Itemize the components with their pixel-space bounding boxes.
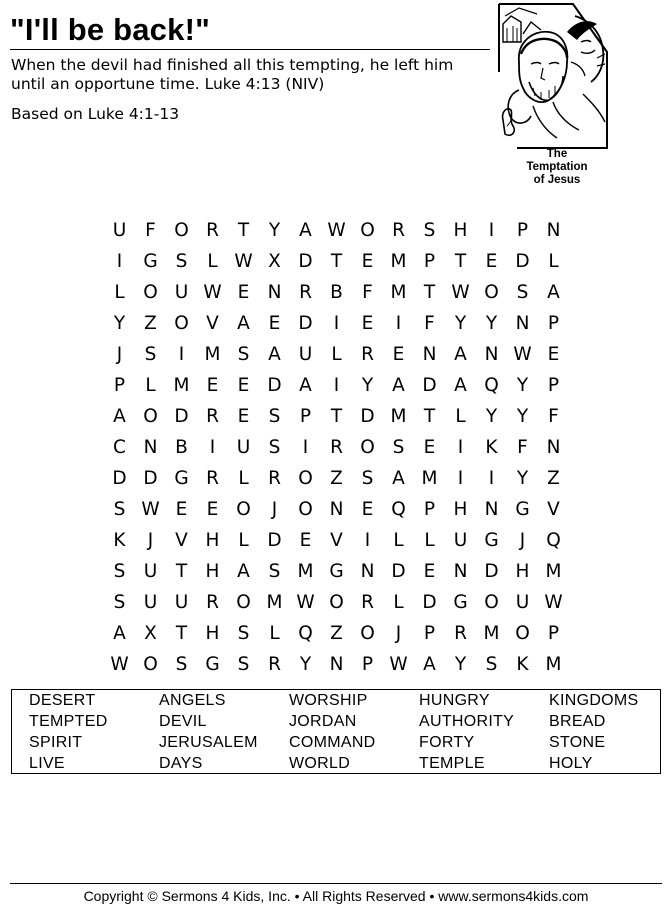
word-list-item: HUNGRY [419, 692, 490, 709]
grid-letter: L [238, 468, 249, 489]
word-list-item: FORTY [419, 734, 475, 751]
grid-letter: J [116, 344, 123, 365]
grid-row [104, 494, 569, 525]
grid-letter: T [454, 251, 467, 272]
grid-letter: A [113, 406, 126, 427]
grid-letter: Y [361, 375, 374, 396]
grid-letter: E [361, 499, 374, 520]
grid-letter: L [393, 530, 404, 551]
grid-letter: P [516, 220, 529, 241]
grid-letter: I [488, 468, 495, 489]
grid-letter: O [360, 623, 375, 644]
grid-row [104, 246, 569, 277]
grid-letter: T [423, 406, 436, 427]
grid-letter: S [361, 468, 374, 489]
grid-letter: W [389, 654, 408, 675]
grid-letter: L [548, 251, 559, 272]
grid-letter: X [268, 251, 281, 272]
title-divider [10, 49, 490, 50]
grid-letter: W [544, 592, 563, 613]
grid-letter: F [424, 313, 435, 334]
grid-letter: I [457, 437, 464, 458]
grid-letter: R [361, 592, 374, 613]
grid-letter: K [516, 654, 529, 675]
grid-letter: L [269, 623, 280, 644]
word-list-item: LIVE [29, 755, 65, 772]
grid-letter: O [236, 592, 251, 613]
grid-letter: U [112, 220, 127, 241]
grid-letter: I [457, 468, 464, 489]
word-list-box [11, 689, 661, 774]
word-list-item: JERUSALEM [159, 734, 258, 751]
grid-letter: S [237, 344, 250, 365]
grid-letter: B [175, 437, 188, 458]
grid-letter: I [178, 344, 185, 365]
footer-divider [10, 883, 662, 884]
grid-letter: T [330, 406, 343, 427]
grid-letter: D [143, 468, 158, 489]
grid-letter: W [141, 499, 160, 520]
grid-letter: S [268, 561, 281, 582]
grid-letter: G [143, 251, 158, 272]
word-list-item: DESERT [29, 692, 96, 709]
grid-letter: P [423, 623, 436, 644]
word-list-item: KINGDOMS [549, 692, 639, 709]
grid-letter: I [488, 220, 495, 241]
grid-letter: N [360, 561, 375, 582]
grid-letter: R [206, 468, 219, 489]
grid-letter: U [174, 282, 189, 303]
grid-letter: E [299, 530, 312, 551]
grid-letter: P [361, 654, 374, 675]
grid-letter: S [175, 251, 188, 272]
grid-letter: M [266, 592, 283, 613]
copyright-footer: Copyright © Sermons 4 Kids, Inc. • All Rights Reserved • www.sermons4kids.com [83, 888, 589, 904]
grid-letter: A [547, 282, 560, 303]
grid-letter: A [299, 220, 312, 241]
grid-letter: N [453, 561, 468, 582]
grid-letter: D [422, 375, 437, 396]
grid-letter: L [455, 406, 466, 427]
grid-letter: E [392, 344, 405, 365]
grid-letter: V [206, 313, 219, 334]
grid-letter: R [299, 282, 312, 303]
grid-letter: E [361, 313, 374, 334]
grid-letter: M [483, 623, 500, 644]
grid-letter: H [453, 499, 468, 520]
grid-letter: S [175, 654, 188, 675]
grid-letter: R [268, 654, 281, 675]
grid-letter: P [547, 313, 560, 334]
grid-letter: A [423, 654, 436, 675]
word-list-item: WORLD [289, 755, 351, 772]
grid-letter: N [484, 499, 499, 520]
grid-letter: M [390, 406, 407, 427]
grid-letter: T [237, 220, 250, 241]
grid-letter: T [175, 561, 188, 582]
grid-letter: R [268, 468, 281, 489]
grid-letter: A [299, 375, 312, 396]
grid-row [104, 587, 569, 618]
grid-row [104, 215, 569, 246]
word-list-item: COMMAND [289, 734, 376, 751]
grid-letter: N [143, 437, 158, 458]
grid-letter: Y [299, 654, 312, 675]
grid-letter: T [330, 251, 343, 272]
grid-letter: P [299, 406, 312, 427]
grid-letter: Q [546, 530, 561, 551]
grid-letter: I [333, 375, 340, 396]
grid-letter: I [364, 530, 371, 551]
grid-row [104, 525, 569, 556]
word-list-item: STONE [549, 734, 606, 751]
grid-letter: Y [516, 375, 529, 396]
grid-letter: E [423, 561, 436, 582]
grid-letter: N [546, 220, 561, 241]
word-list-item: DEVIL [159, 713, 207, 730]
illustration-caption [505, 148, 609, 187]
page-title: "I'll be back!" [10, 12, 210, 47]
grid-letter: I [116, 251, 123, 272]
word-list-item: TEMPLE [419, 755, 485, 772]
grid-letter: P [113, 375, 126, 396]
grid-letter: T [175, 623, 188, 644]
grid-letter: Y [516, 468, 529, 489]
grid-letter: P [547, 375, 560, 396]
grid-letter: O [174, 313, 189, 334]
grid-row [104, 463, 569, 494]
grid-letter: E [485, 251, 498, 272]
grid-letter: A [392, 375, 405, 396]
grid-letter: K [485, 437, 498, 458]
grid-letter: R [392, 220, 405, 241]
grid-letter: I [395, 313, 402, 334]
grid-letter: Y [113, 313, 126, 334]
grid-letter: T [423, 282, 436, 303]
grid-letter: M [390, 282, 407, 303]
grid-letter: S [516, 282, 529, 303]
grid-letter: D [112, 468, 127, 489]
grid-letter: O [236, 499, 251, 520]
grid-letter: D [360, 406, 375, 427]
grid-letter: E [206, 375, 219, 396]
word-list-item: SPIRIT [29, 734, 83, 751]
grid-letter: L [114, 282, 125, 303]
grid-letter: Q [484, 375, 499, 396]
grid-letter: Y [485, 406, 498, 427]
grid-letter: W [203, 282, 222, 303]
grid-letter: Y [454, 654, 467, 675]
grid-letter: N [515, 313, 530, 334]
grid-letter: E [237, 375, 250, 396]
word-search-grid [104, 215, 569, 680]
grid-letter: O [298, 499, 313, 520]
grid-row [104, 401, 569, 432]
grid-letter: M [545, 561, 562, 582]
grid-letter: U [453, 530, 468, 551]
grid-letter: U [515, 592, 530, 613]
grid-letter: N [329, 499, 344, 520]
word-list-item: AUTHORITY [419, 713, 515, 730]
grid-letter: D [174, 406, 189, 427]
grid-letter: U [174, 592, 189, 613]
grid-letter: W [296, 592, 315, 613]
grid-letter: X [144, 623, 157, 644]
grid-letter: D [298, 251, 313, 272]
grid-letter: G [515, 499, 530, 520]
grid-letter: J [395, 623, 402, 644]
grid-letter: F [145, 220, 156, 241]
grid-letter: L [238, 530, 249, 551]
grid-letter: S [268, 406, 281, 427]
grid-letter: W [513, 344, 532, 365]
grid-letter: Y [485, 313, 498, 334]
grid-letter: F [517, 437, 528, 458]
grid-letter: S [268, 437, 281, 458]
grid-letter: R [361, 344, 374, 365]
grid-letter: S [392, 437, 405, 458]
grid-letter: B [330, 282, 343, 303]
grid-letter: G [453, 592, 468, 613]
grid-letter: R [330, 437, 343, 458]
grid-letter: Y [268, 220, 281, 241]
grid-letter: U [298, 344, 313, 365]
grid-letter: E [361, 251, 374, 272]
grid-letter: N [267, 282, 282, 303]
grid-letter: E [237, 282, 250, 303]
caption-line: of Jesus [533, 174, 581, 186]
grid-letter: A [237, 313, 250, 334]
grid-letter: R [206, 220, 219, 241]
grid-letter: D [267, 375, 282, 396]
grid-letter: N [484, 344, 499, 365]
grid-letter: O [360, 437, 375, 458]
grid-letter: H [515, 561, 530, 582]
grid-letter: O [484, 282, 499, 303]
grid-letter: O [143, 406, 158, 427]
grid-letter: Z [144, 313, 157, 334]
grid-letter: N [546, 437, 561, 458]
grid-letter: M [421, 468, 438, 489]
grid-letter: D [298, 313, 313, 334]
grid-letter: E [175, 499, 188, 520]
grid-letter: I [302, 437, 309, 458]
grid-letter: J [271, 499, 278, 520]
grid-letter: G [484, 530, 499, 551]
grid-letter: H [205, 530, 220, 551]
grid-row [104, 277, 569, 308]
grid-letter: N [422, 344, 437, 365]
grid-letter: W [234, 251, 253, 272]
grid-letter: O [174, 220, 189, 241]
grid-letter: M [390, 251, 407, 272]
grid-letter: S [485, 654, 498, 675]
grid-letter: V [547, 499, 560, 520]
grid-letter: O [143, 282, 158, 303]
grid-letter: F [548, 406, 559, 427]
grid-letter: W [327, 220, 346, 241]
grid-letter: K [113, 530, 126, 551]
grid-letter: R [206, 592, 219, 613]
grid-letter: Z [547, 468, 560, 489]
based-on-reference: Based on Luke 4:1-13 [11, 105, 180, 123]
grid-letter: L [207, 251, 218, 272]
grid-letter: Y [516, 406, 529, 427]
grid-letter: S [113, 499, 126, 520]
grid-letter: G [205, 654, 220, 675]
grid-letter: Y [454, 313, 467, 334]
grid-letter: G [329, 561, 344, 582]
grid-letter: O [143, 654, 158, 675]
grid-row [104, 308, 569, 339]
word-list-item: WORSHIP [289, 692, 368, 709]
grid-letter: L [145, 375, 156, 396]
grid-letter: A [237, 561, 250, 582]
grid-letter: E [237, 406, 250, 427]
grid-row [104, 618, 569, 649]
grid-letter: Q [298, 623, 313, 644]
grid-letter: O [298, 468, 313, 489]
word-list-item: BREAD [549, 713, 606, 730]
grid-letter: Z [330, 468, 343, 489]
grid-letter: G [174, 468, 189, 489]
grid-letter: E [423, 437, 436, 458]
grid-letter: S [423, 220, 436, 241]
grid-letter: M [173, 375, 190, 396]
grid-letter: O [360, 220, 375, 241]
grid-row [104, 339, 569, 370]
grid-letter: R [454, 623, 467, 644]
grid-letter: J [147, 530, 154, 551]
grid-letter: M [297, 561, 314, 582]
grid-letter: A [454, 344, 467, 365]
grid-letter: I [209, 437, 216, 458]
grid-letter: F [362, 282, 373, 303]
grid-letter: J [519, 530, 526, 551]
grid-letter: E [547, 344, 560, 365]
grid-letter: P [423, 251, 436, 272]
word-list-item: HOLY [549, 755, 593, 772]
grid-letter: W [110, 654, 129, 675]
grid-letter: Z [330, 623, 343, 644]
illustration-drawing [497, 2, 609, 150]
grid-letter: O [484, 592, 499, 613]
grid-letter: V [330, 530, 343, 551]
word-list-item: DAYS [159, 755, 203, 772]
grid-letter: L [424, 530, 435, 551]
grid-letter: H [205, 561, 220, 582]
grid-letter: H [205, 623, 220, 644]
grid-letter: M [204, 344, 221, 365]
grid-letter: L [393, 592, 404, 613]
grid-letter: R [206, 406, 219, 427]
grid-row [104, 649, 569, 680]
grid-letter: L [331, 344, 342, 365]
grid-letter: O [515, 623, 530, 644]
grid-letter: U [236, 437, 251, 458]
word-list-item: TEMPTED [29, 713, 108, 730]
grid-letter: A [113, 623, 126, 644]
grid-letter: U [143, 561, 158, 582]
grid-letter: D [391, 561, 406, 582]
grid-letter: P [423, 499, 436, 520]
grid-letter: A [268, 344, 281, 365]
bible-verse: When the devil had finished all this tempting, he left him until an opportune time. Luke 4:13 (NIV) [11, 56, 454, 93]
grid-letter: D [422, 592, 437, 613]
grid-letter: P [547, 623, 560, 644]
grid-row [104, 370, 569, 401]
grid-letter: S [237, 623, 250, 644]
grid-letter: S [237, 654, 250, 675]
grid-row [104, 432, 569, 463]
grid-letter: A [454, 375, 467, 396]
grid-letter: Q [391, 499, 406, 520]
grid-letter: C [113, 437, 126, 458]
grid-letter: E [268, 313, 281, 334]
grid-letter: W [451, 282, 470, 303]
grid-letter: M [545, 654, 562, 675]
grid-letter: E [206, 499, 219, 520]
jesus-and-devil-illustration [497, 2, 609, 188]
grid-letter: S [113, 592, 126, 613]
grid-letter: I [333, 313, 340, 334]
word-list-item: JORDAN [289, 713, 357, 730]
caption-line: The [546, 148, 568, 160]
grid-letter: A [392, 468, 405, 489]
grid-row [104, 556, 569, 587]
grid-letter: H [453, 220, 468, 241]
grid-letter: O [329, 592, 344, 613]
grid-letter: V [175, 530, 188, 551]
caption-line: Temptation [526, 161, 588, 173]
grid-letter: S [144, 344, 157, 365]
grid-letter: S [113, 561, 126, 582]
word-list-item: ANGELS [159, 692, 226, 709]
grid-letter: N [329, 654, 344, 675]
grid-letter: U [143, 592, 158, 613]
grid-letter: D [515, 251, 530, 272]
grid-letter: D [484, 561, 499, 582]
grid-letter: D [267, 530, 282, 551]
